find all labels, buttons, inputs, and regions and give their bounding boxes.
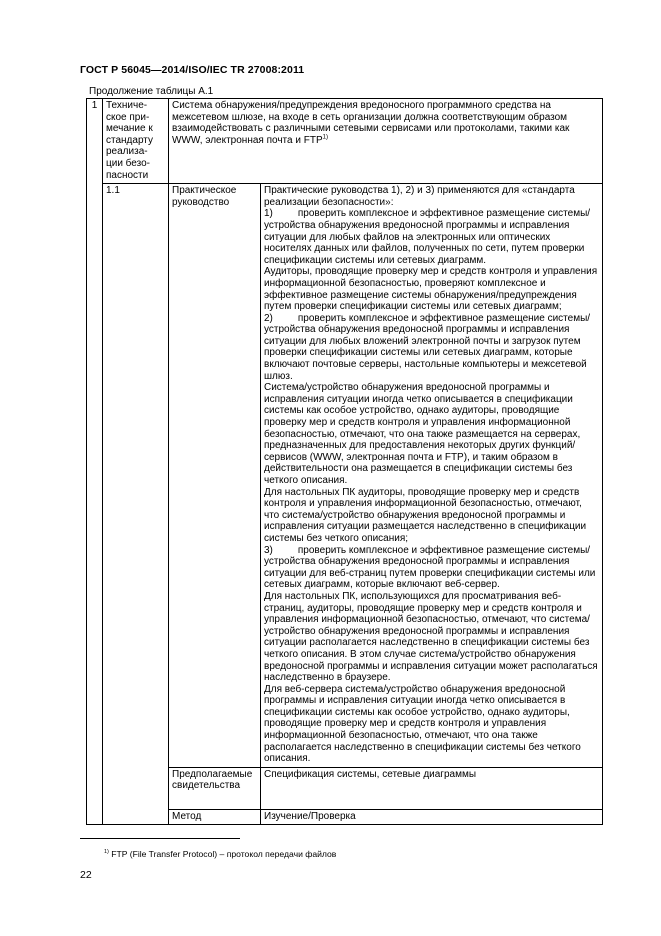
subrow-number: 1.1 [103,184,169,825]
row-label-evidence: Предполагаемые свидетельства [169,767,261,809]
requirements-table [86,98,603,825]
topic-cell [169,99,603,184]
subject-line: ции безо- [106,157,150,169]
table-row [87,184,603,768]
guidance-paragraph: Система/устройство обнаружения вредоносной программы и исправления ситуации иногда четко описывается в спецификации системы как особое устройство, однако аудиторы, проводящие проверку мер и средств контроля и управления информационной безопасностью, отмечают, что она также размещается на серверах, предназначенных для предоставления некоторых других функций/сервисов (WWW, электронная почта и FTP), и таким образом в действительности она размещается в спецификации системы без четкого описания. [264,382,581,486]
guidance-paragraph: Аудиторы, проводящие проверку мер и средств контроля и управления информационной безопасностью, проверяют комплексное и эффективное размещение системы обнаружения/предупреждения путем проверки спецификации системы или сетевых диаграмм; [264,266,598,313]
subject-line: стандарту [106,134,153,146]
footnote [104,849,336,859]
topic-text: Система обнаружения/предупреждения вредоносного программного средства на межсетевом шлюзе, на входе в сеть организации должна соответствующим образом взаимодействовать с различными сетевыми сервисами или протоколами, такими как WWW, электронная почта и FTP [172,100,570,146]
document-header: ГОСТ Р 56045—2014/ISO/IEC TR 27008:2011 [80,64,305,76]
table-row [87,99,603,184]
guidance-paragraph: Для веб-сервера система/устройство обнаружения вредоносной программы и исправления ситуации иногда четко описывается в спецификации системы как особое устройство, однако аудиторы, проводящие проверку мер и средств контроля и управления информационной безопасностью, отмечают, что она также располагается наследственно в спецификации системы без четкого описания. [264,683,581,765]
subject-line: ское при- [106,111,150,123]
row-number: 1 [87,99,103,825]
subject-line: реализа- [106,146,148,158]
subject-cell [103,99,169,184]
guidance-paragraph: 1) проверить комплексное и эффективное размещение системы/устройства обнаружения вредоносной программы и исправления ситуации для любых файлов на электронных или оптических носителях данных или файлов, полученных по сети, путем проверки спецификации системы или сетевых диаграмм. [264,208,591,266]
footnote-mark: 1) [322,134,328,141]
guidance-paragraph: Для настольных ПК, использующихся для просматривания веб-страниц, аудиторы, проводящие проверку мер и средств контроля и управления информационной безопасностью, отмечают, что система/устройство обнаружения вредоносной программы и исправления ситуации располагается наследственно в спецификации системы без четкого описания. В этом случае система/устройство обнаружения вредоносной программы и исправления ситуации может располагаться наследственно в браузере. [264,590,598,684]
evidence-paragraph: Спецификация системы, сетевые диаграммы [264,768,477,780]
subject-line: Техниче- [106,100,148,111]
guidance-paragraph: Для настольных ПК аудиторы, проводящие проверку мер и средств контроля и управления информационной безопасностью, отмечают, что система/устройство обнаружения вредоносной программы и исправления ситуации размещается наследственно в спецификации системы без четкого описания; [264,486,587,544]
guidance-paragraph: 2) проверить комплексное и эффективное размещение системы/устройства обнаружения вредоносной программы и исправления ситуации для любых вложений электронной почты и загрузок путем проверки спецификации системы или сетевых диаграмм, которые включают почтовые серверы, настольные компьютеры и межсетевой шлюз. [264,312,591,382]
footnote-separator [80,838,240,839]
footnote-text: FTP (File Transfer Protocol) – протокол передачи файлов [111,849,337,859]
guidance-content [261,184,603,768]
guidance-paragraph: Практические руководства 1), 2) и 3) применяются для «стандарта реализации безопасности»: [264,185,575,208]
method-content [261,809,603,825]
method-paragraph: Изучение/Проверка [264,810,356,822]
evidence-content [261,767,603,809]
row-label-guidance: Практическое руководство [169,184,261,768]
guidance-paragraph: 3) проверить комплексное и эффективное размещение системы/устройства обнаружения вредоносной программы и исправления ситуации для веб-страниц путем проверки спецификации системы или сетевых диаграмм, которые включают веб-сервер. [264,544,596,591]
page-number: 22 [80,869,92,881]
subject-line: пасности [106,169,149,181]
table-caption: Продолжение таблицы А.1 [89,86,214,97]
row-label-method: Метод [169,809,261,825]
footnote-mark: 1) [104,849,109,856]
subject-line: мечание к [106,123,153,135]
